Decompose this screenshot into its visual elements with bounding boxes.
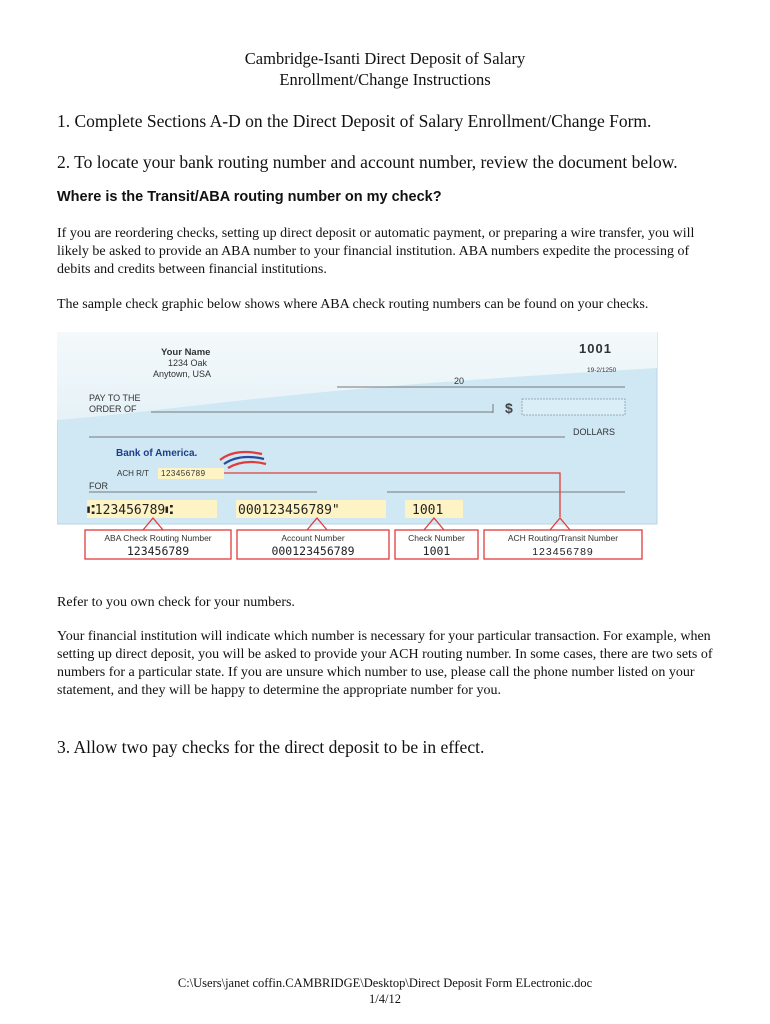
account-label-value: 000123456789	[271, 544, 355, 558]
check-number-label-value: 1001	[422, 544, 451, 558]
pay-to-label-1: PAY TO THE	[89, 393, 141, 403]
step-3-text: 3. Allow two pay checks for the direct deposit to be in effect.	[57, 737, 485, 757]
micr-routing: ⑆123456789⑆	[87, 503, 174, 518]
aba-label-title: ABA Check Routing Number	[104, 533, 212, 543]
aba-label-value: 123456789	[126, 544, 190, 558]
pay-to-label-2: ORDER OF	[89, 404, 137, 414]
ach-label-title: ACH Routing/Transit Number	[507, 533, 619, 543]
check-number-top: 1001	[579, 341, 612, 356]
step-2-text: 2. To locate your bank routing number and account number, review the document below.	[57, 152, 678, 172]
dollar-sign: $	[505, 400, 513, 416]
aba-intro-paragraph: If you are reordering checks, setting up direct deposit or automatic payment, or preparing a wire transfer, you will likely be asked to provide an ABA number to your financial institution. ABA numbers expedite the processing of debits and credits between financial institutions.	[57, 226, 695, 277]
account-holder-name: Your Name	[161, 347, 211, 358]
ach-label: ACH R/T	[117, 469, 149, 478]
memo-label: FOR	[89, 481, 108, 491]
fraction-code: 19-2/1250	[587, 367, 617, 374]
dollars-label: DOLLARS	[573, 427, 616, 437]
ach-value: 123456789	[161, 469, 206, 478]
sample-check-intro: The sample check graphic below shows where ABA check routing numbers can be found on your checks.	[57, 297, 649, 312]
step-1-text: 1. Complete Sections A-D on the Direct Deposit of Salary Enrollment/Change Form.	[57, 111, 652, 131]
sample-check-graphic	[57, 332, 659, 562]
micr-check: 1001	[412, 503, 444, 518]
check-number-label-title: Check Number	[408, 533, 465, 543]
account-holder-address-2: Anytown, USA	[153, 369, 212, 379]
institution-paragraph: Your financial institution will indicate which number is necessary for your particular transaction. For example, when setting up direct deposit, you will be asked to provide your ACH routing number. In some cases, there are two sets of numbers for a particular state. If you are unsure which number to use, please call the phone number listed on your statement, and they will be happy to determine the appropriate number for you.	[57, 629, 713, 698]
amount-box	[522, 399, 625, 415]
own-check-note: Refer to you own check for your numbers.	[57, 595, 295, 610]
account-label-title: Account Number	[281, 533, 345, 543]
ach-label-value: 123456789	[532, 546, 594, 558]
micr-account: 000123456789"	[238, 503, 340, 518]
footer-date: 1/4/12	[369, 992, 401, 1006]
date-prefix: 20	[454, 376, 465, 386]
bank-name-logo: Bank of America.	[116, 448, 198, 459]
footer-file-path: C:\Users\janet coffin.CAMBRIDGE\Desktop\Direct Deposit Form ELectronic.doc	[177, 976, 593, 990]
account-holder-address-1: 1234 Oak	[168, 358, 208, 368]
routing-number-heading: Where is the Transit/ABA routing number on my check?	[57, 189, 442, 205]
title-line-1: Cambridge-Isanti Direct Deposit of Salary	[244, 49, 526, 68]
title-line-2: Enrollment/Change Instructions	[279, 70, 491, 89]
